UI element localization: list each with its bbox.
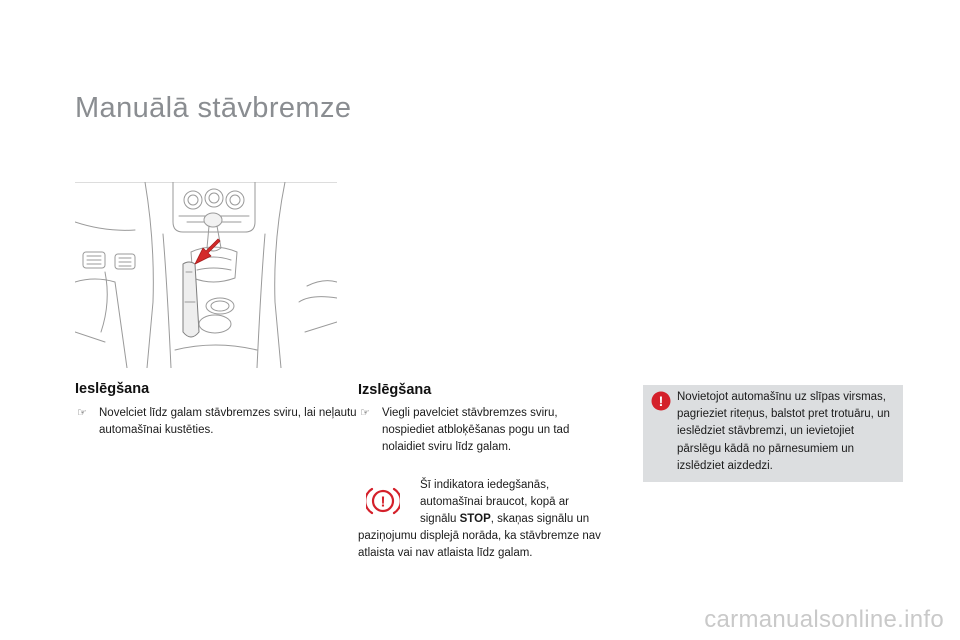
warning-exclamation-icon bbox=[651, 391, 671, 411]
page-title: Manuālā stāvbremze bbox=[75, 92, 352, 124]
indicator-text-end: , skaņas signālu un paziņojumu displejā norāda, ka stāvbremze nav atlaista vai nav atlaista līdz galam. bbox=[358, 513, 601, 559]
hand-pointer-icon: ☞ bbox=[77, 407, 87, 419]
release-text: Viegli pavelciet stāvbremzes sviru, nospiediet atbloķēšanas pogu un tad nolaidiet sviru līdz galam. bbox=[382, 407, 570, 453]
svg-text:!: ! bbox=[658, 393, 664, 409]
stop-signal-label: STOP bbox=[459, 513, 491, 525]
engage-heading: Ieslēgšana bbox=[75, 381, 150, 397]
warning-note-text: Novietojot automašīnu uz slīpas virsmas, pagrieziet riteņus, balstot pret trotuāru, un ieslēdziet stāvbremzi, un ievietojiet pārslēgu kādā no pārnesumiem un izslēdziet aizdedzi. bbox=[677, 391, 890, 472]
parking-brake-warning-icon bbox=[366, 486, 400, 516]
indicator-text-start: Šī indikatora iedegšanās, automašīnai braucot, kopā ar signālu bbox=[420, 479, 569, 525]
handbrake-illustration bbox=[75, 182, 337, 368]
hand-pointer-icon: ☞ bbox=[360, 407, 370, 419]
warning-note bbox=[643, 385, 903, 482]
release-instruction bbox=[358, 405, 608, 456]
engage-instruction bbox=[75, 405, 361, 439]
release-heading: Izslēgšana bbox=[358, 382, 432, 398]
site-watermark: carmanualsonline.info bbox=[704, 606, 944, 633]
engage-text: Novelciet līdz galam stāvbremzes sviru, lai neļautu automašīnai kustēties. bbox=[99, 407, 357, 436]
indicator-description bbox=[358, 477, 602, 562]
svg-text:!: ! bbox=[380, 493, 386, 511]
